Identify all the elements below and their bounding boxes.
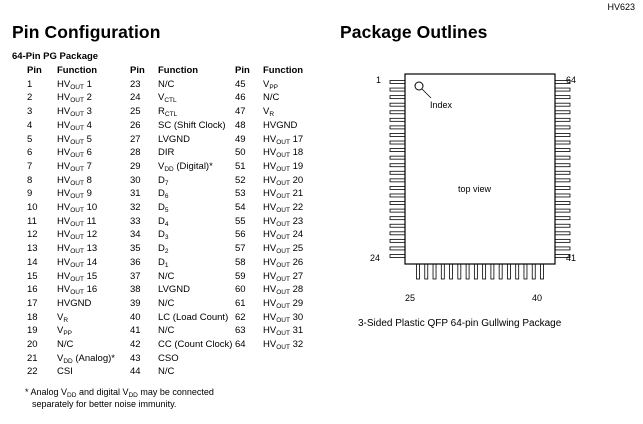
pin-number: 20 [27,339,38,351]
package-pin [390,186,405,189]
package-pin [390,96,405,99]
index-label: Index [430,100,453,110]
pin-number: 62 [235,311,246,323]
package-pin [555,164,570,167]
pin-row [130,201,232,215]
package-pin [450,264,453,279]
pin-table-column-1 [22,64,115,379]
pin-function: $HV_{OUT}$ 12 [57,229,98,242]
pin-number: 4 [27,119,33,131]
pin-number: 12 [27,229,38,241]
pin-number: 54 [235,202,246,214]
pin-number: 34 [130,229,141,241]
package-pin [555,179,570,182]
pin-number: 6 [27,147,33,159]
pin-function: $HV_{OUT}$ 19 [263,160,304,173]
pin-label-25: 25 [405,293,416,303]
package-pin [555,141,570,144]
pin-row [130,297,232,311]
pin-number: 49 [235,133,246,145]
pin-row [235,174,303,188]
pin-number: 27 [130,133,141,145]
pin-function: N/C [158,270,175,282]
pin-row [130,215,232,229]
pin-row [235,160,303,174]
pin-number: 9 [27,188,33,200]
pin-row [235,324,303,338]
pin-function: CSO [158,352,179,364]
pin-number: 38 [130,284,141,296]
package-pin [390,202,405,205]
pin-number: 55 [235,215,246,227]
package-pin [390,194,405,197]
pin-number: 25 [130,106,141,118]
pin-row [235,228,303,242]
pin-number: 48 [235,119,246,131]
package-pin [516,264,519,279]
pin-number: 10 [27,202,38,214]
pin-function: $HV_{OUT}$ 11 [57,215,97,228]
pin-number: 32 [130,202,141,214]
package-pin [532,264,535,279]
package-pin [390,179,405,182]
pin-function: $V_{PP}$ [263,78,279,91]
package-pin [555,103,570,106]
package-caption: 3-Sided Plastic QFP 64-pin Gullwing Package [358,318,562,329]
pin-row [130,228,232,242]
pin-row [22,91,115,105]
pin-number: 42 [130,339,141,351]
pin-number: 14 [27,256,38,268]
pin-function: $HV_{OUT}$ 9 [57,188,92,201]
package-pin [390,111,405,114]
pin-number: 36 [130,256,141,268]
package-pin [390,224,405,227]
pin-number: 58 [235,256,246,268]
pin-function: $V_R$ [57,311,69,324]
pin-row [22,78,115,92]
pin-row [22,338,115,352]
pin-number: 40 [130,311,141,323]
package-pin [507,264,510,279]
pin-row [130,283,232,297]
pin-row [22,311,115,325]
pin-row [235,297,303,311]
pin-number: 13 [27,243,38,255]
package-outlines-title: Package Outlines [340,22,488,42]
pin-function: N/C [158,366,175,378]
pin-row [22,270,115,284]
pin-number: 57 [235,243,246,255]
pin-function: $HV_{OUT}$ 26 [263,256,304,269]
pin-number: 24 [130,92,141,104]
pin-number: 61 [235,297,246,309]
pin-row [130,187,232,201]
pin-number: 1 [27,78,33,90]
pin-label-64: 64 [566,75,577,85]
pin-row [22,283,115,297]
pin-function: $D_4$ [158,215,169,228]
pin-row [130,338,232,352]
package-pin [441,264,444,279]
pin-function: $HV_{OUT}$ 2 [57,92,92,105]
pin-row [22,201,115,215]
pin-row [130,270,232,284]
pin-number: 37 [130,270,141,282]
pin-row [130,352,232,366]
pin-function: $HV_{OUT}$ 27 [263,270,304,283]
pin-number: 33 [130,215,141,227]
document-code: HV623 [607,2,635,12]
pin-function: LVGND [158,133,191,145]
pin-row [22,174,115,188]
pin-function: $HV_{OUT}$ 24 [263,229,304,242]
pin-number: 64 [235,339,246,351]
pin-function: $HV_{OUT}$ 28 [263,284,304,297]
pin-number: 39 [130,297,141,309]
pin-function: $HV_{OUT}$ 14 [57,256,98,269]
package-pin [555,156,570,159]
package-pin [390,239,405,242]
pin-function: $V_{CTL}$ [158,92,177,105]
pin-header: Pin [27,65,42,76]
pin-function: $HV_{OUT}$ 31 [263,325,304,338]
pin-row [22,256,115,270]
pin-row [22,146,115,160]
pin-number: 47 [235,106,246,118]
package-pin [499,264,502,279]
pin-label-41: 41 [566,253,577,263]
package-pin [390,232,405,235]
pin-row [130,174,232,188]
pin-row [235,187,303,201]
pin-row [130,105,232,119]
package-pin [483,264,486,279]
pin-table-column-3 [235,64,303,352]
pin-function: $D_7$ [158,174,169,187]
pin-number: 3 [27,106,33,118]
package-pin [390,156,405,159]
pin-row [130,160,232,174]
pin-number: 43 [130,352,141,364]
package-pin [390,88,405,91]
pin-function: CC (Count Clock) [158,339,233,351]
pin-row [22,228,115,242]
pin-function: $D_6$ [158,188,169,201]
pin-number: 5 [27,133,33,145]
package-subtitle: 64-Pin PG Package [12,51,99,62]
pin-number: 59 [235,270,246,282]
pin-row [235,91,303,105]
pin-row [235,215,303,229]
package-pin [555,88,570,91]
pin-number: 45 [235,78,246,90]
pin-number: 60 [235,284,246,296]
pin-function: SC (Shift Clock) [158,119,226,131]
pin-row [235,133,303,147]
pin-row [235,242,303,256]
pin-function: $HV_{OUT}$ 22 [263,202,304,215]
pin-number: 22 [27,366,38,378]
package-pin [555,217,570,220]
pin-function: $D_3$ [158,229,169,242]
pin-function: $HV_{OUT}$ 5 [57,133,92,146]
package-pin [555,171,570,174]
pin-number: 31 [130,188,141,200]
package-pin [555,149,570,152]
package-pin [555,202,570,205]
pin-row [22,297,115,311]
package-pin [555,209,570,212]
function-header: Function [57,65,98,76]
pin-function: $HV_{OUT}$ 13 [57,243,98,256]
pin-row [235,283,303,297]
pin-number: 52 [235,174,246,186]
pin-function: $HV_{OUT}$ 6 [57,147,92,160]
pin-row [130,78,232,92]
pin-function: $HV_{OUT}$ 29 [263,297,304,310]
pin-row [22,160,115,174]
pin-row [130,146,232,160]
pin-number: 11 [27,215,37,227]
pin-function: $HV_{OUT}$ 1 [57,78,92,91]
pin-function: LC (Load Count) [158,311,229,323]
pin-function: $HV_{OUT}$ 23 [263,215,304,228]
pin-row [22,365,115,379]
pin-function: N/C [158,325,175,337]
pin-function: $D_5$ [158,202,169,215]
package-pin [555,126,570,129]
package-pin [524,264,527,279]
pin-function: N/C [57,339,74,351]
pin-row [22,133,115,147]
pin-number: 41 [130,325,141,337]
package-pin [555,239,570,242]
pin-label-24: 24 [370,253,381,263]
pin-row [22,105,115,119]
pin-function: $HV_{OUT}$ 17 [263,133,304,146]
package-pin [390,255,405,258]
footnote [25,386,214,410]
package-pin [474,264,477,279]
package-pin [555,247,570,250]
package-pin [555,186,570,189]
package-pin [390,81,405,84]
package-body [405,74,555,264]
pin-number: 21 [27,352,38,364]
pin-row [235,105,303,119]
footnote-line-2: separately for better noise immunity. [32,399,177,409]
package-pin [390,141,405,144]
pin-number: 35 [130,243,141,255]
pin-function: N/C [158,78,175,90]
pin-number: 19 [27,325,38,337]
package-pin [390,209,405,212]
pin-number: 7 [27,160,33,172]
pin-row [235,270,303,284]
pin-number: 17 [27,297,38,309]
pin-function: $HV_{OUT}$ 32 [263,339,304,352]
package-pin [541,264,544,279]
pin-function: N/C [158,297,175,309]
pin-row [235,119,303,133]
pin-function: $HV_{OUT}$ 4 [57,119,92,132]
function-header: Function [263,65,304,76]
package-pin [555,118,570,121]
pin-row [235,256,303,270]
pin-number: 63 [235,325,246,337]
pin-number: 18 [27,311,38,323]
package-pin [390,149,405,152]
pin-row [130,119,232,133]
pin-function: $V_{PP}$ [57,325,73,338]
pin-function: $HV_{OUT}$ 8 [57,174,92,187]
pin-function: $HV_{OUT}$ 18 [263,147,304,160]
package-pin [390,217,405,220]
pin-label-1: 1 [376,75,382,85]
package-pin [390,103,405,106]
pin-function: $HV_{OUT}$ 10 [57,202,98,215]
pin-function: $V_{DD}$ (Digital)* [158,160,213,173]
pin-number: 30 [130,174,141,186]
pin-number: 8 [27,174,33,186]
pin-table-column-2 [130,64,232,379]
pin-number: 26 [130,119,141,131]
pin-number: 50 [235,147,246,159]
pin-header: Pin [235,65,250,76]
pin-row [130,242,232,256]
package-pin [555,111,570,114]
pin-function: $D_1$ [158,256,169,269]
pin-row [235,201,303,215]
pin-row [130,365,232,379]
pin-function: HVGND [57,297,92,309]
pin-function: $HV_{OUT}$ 16 [57,284,98,297]
pin-number: 46 [235,92,246,104]
pin-number: 2 [27,92,33,104]
pin-function: $HV_{OUT}$ 3 [57,106,92,119]
package-pin [466,264,469,279]
pin-number: 29 [130,160,141,172]
pin-function: N/C [263,92,280,104]
pin-row [130,324,232,338]
pin-row [235,146,303,160]
package-pin [555,232,570,235]
package-pin [458,264,461,279]
pin-number: 56 [235,229,246,241]
package-pin [425,264,428,279]
pin-row [130,91,232,105]
package-pin [491,264,494,279]
pin-function: $V_R$ [263,106,275,119]
pin-function: HVGND [263,119,298,131]
pin-function: $HV_{OUT}$ 30 [263,311,304,324]
package-pin [390,164,405,167]
pin-function: $HV_{OUT}$ 21 [263,188,304,201]
pin-row [235,78,303,92]
pin-function: $HV_{OUT}$ 7 [57,160,92,173]
pin-row [22,242,115,256]
pin-number: 23 [130,78,141,90]
package-pin [390,133,405,136]
pin-row [130,256,232,270]
pin-number: 16 [27,284,38,296]
pin-row [22,215,115,229]
pin-function: $HV_{OUT}$ 15 [57,270,98,283]
pin-function: DIR [158,147,175,159]
pin-row [235,338,303,352]
pin-function: $HV_{OUT}$ 25 [263,243,304,256]
pin-row [235,311,303,325]
pin-number: 51 [235,160,246,172]
footnote-line-1: * Analog $V_{DD}$ and digital $V_{DD}$ may be connected [25,387,214,399]
package-pin [555,133,570,136]
pin-function: $R_{CTL}$ [158,106,178,119]
package-pin [417,264,420,279]
pin-number: 53 [235,188,246,200]
pin-function: $HV_{OUT}$ 20 [263,174,304,187]
pin-number: 44 [130,366,141,378]
pin-function: LVGND [158,284,191,296]
top-view-label: top view [458,184,492,194]
pin-row [22,119,115,133]
package-pin [390,171,405,174]
qfp-package-diagram [360,60,590,310]
pin-configuration-title: Pin Configuration [12,22,161,42]
package-pin [390,118,405,121]
package-pin [390,126,405,129]
package-pin [433,264,436,279]
pin-row [22,187,115,201]
pin-row [22,352,115,366]
pin-number: 15 [27,270,38,282]
pin-function: $V_{DD}$ (Analog)* [57,352,115,365]
pin-row [130,133,232,147]
pin-label-40: 40 [532,293,543,303]
function-header: Function [158,65,199,76]
pin-number: 28 [130,147,141,159]
pin-function: $D_2$ [158,243,169,256]
pin-row [130,311,232,325]
package-pin [555,224,570,227]
package-pin [390,247,405,250]
pin-function: CSI [57,366,73,378]
package-pin [555,194,570,197]
pin-header: Pin [130,65,145,76]
pin-row [22,324,115,338]
package-pin [555,96,570,99]
